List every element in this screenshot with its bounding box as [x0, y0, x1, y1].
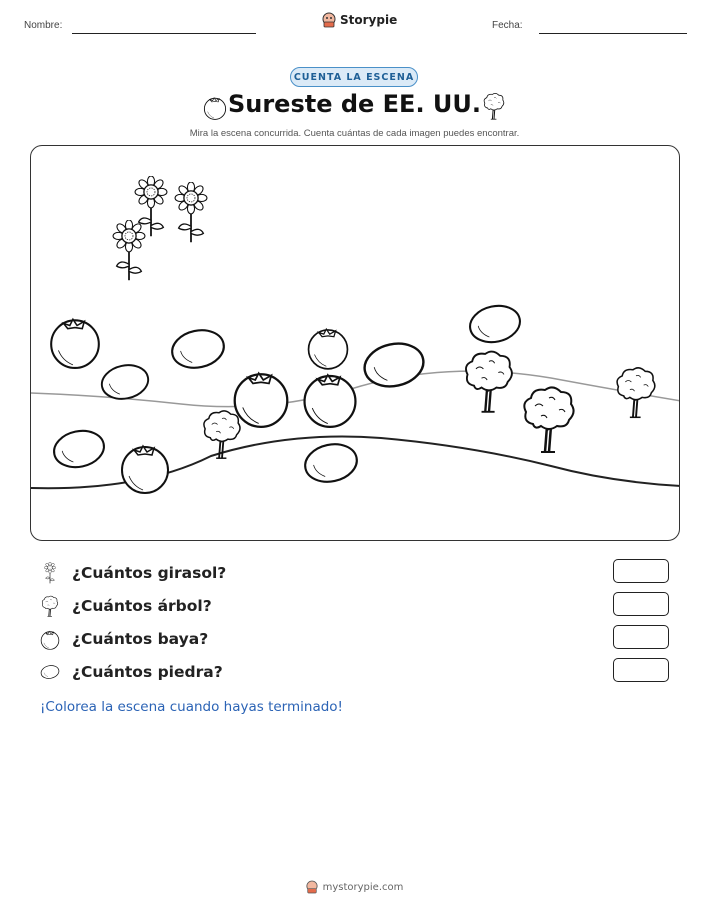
- answer-box-rock[interactable]: [613, 658, 669, 682]
- answer-box-tree[interactable]: [613, 592, 669, 616]
- storypie-mascot-icon: [306, 880, 318, 894]
- activity-badge: CUENTA LA ESCENA: [290, 67, 418, 87]
- logo-text: Storypie: [340, 13, 398, 27]
- scene-frame[interactable]: [30, 145, 680, 541]
- rock[interactable]: [169, 326, 228, 373]
- tree[interactable]: [524, 387, 573, 452]
- berry[interactable]: [309, 329, 348, 369]
- berry[interactable]: [305, 375, 356, 427]
- berry-icon: [40, 628, 60, 650]
- question-tree: [40, 594, 212, 618]
- question-berry: [40, 627, 208, 651]
- question-rock: [40, 660, 223, 684]
- coloring-message: ¡Colorea la escena cuando hayas terminado!: [40, 699, 343, 715]
- question-text: ¿Cuántos girasol?: [72, 564, 227, 582]
- rock[interactable]: [51, 426, 108, 471]
- name-line[interactable]: [72, 33, 256, 34]
- sunflower[interactable]: [175, 182, 207, 242]
- page-title: Sureste de EE. UU.: [227, 90, 482, 118]
- scene-illustration: [31, 146, 680, 541]
- tree[interactable]: [617, 368, 655, 418]
- question-text: ¿Cuántos piedra?: [72, 663, 223, 681]
- name-label: Nombre:: [24, 20, 63, 31]
- rock[interactable]: [302, 440, 361, 487]
- site-footer: [0, 880, 709, 894]
- sunflower-icon: [40, 562, 60, 584]
- answer-box-berry[interactable]: [613, 625, 669, 649]
- storypie-logo: [322, 12, 397, 28]
- rock-icon: [40, 661, 60, 683]
- berry[interactable]: [235, 373, 288, 427]
- sunflower[interactable]: [113, 220, 145, 280]
- tree[interactable]: [204, 411, 240, 458]
- tree[interactable]: [466, 352, 512, 412]
- question-text: ¿Cuántos árbol?: [72, 597, 212, 615]
- tree-icon: [482, 92, 506, 120]
- question-sunflower: [40, 561, 226, 585]
- date-line[interactable]: [539, 33, 687, 34]
- tree-icon: [40, 595, 60, 617]
- question-text: ¿Cuántos baya?: [72, 630, 209, 648]
- answer-box-sunflower[interactable]: [613, 559, 669, 583]
- instructions: Mira la escena concurrida. Cuenta cuántas de cada imagen puedes encontrar.: [189, 128, 520, 139]
- rock[interactable]: [467, 301, 524, 346]
- storypie-mascot-icon: [322, 12, 336, 28]
- berry[interactable]: [122, 446, 168, 493]
- berry[interactable]: [51, 319, 99, 368]
- date-label: Fecha:: [492, 20, 523, 31]
- site-url[interactable]: mystorypie.com: [322, 881, 404, 893]
